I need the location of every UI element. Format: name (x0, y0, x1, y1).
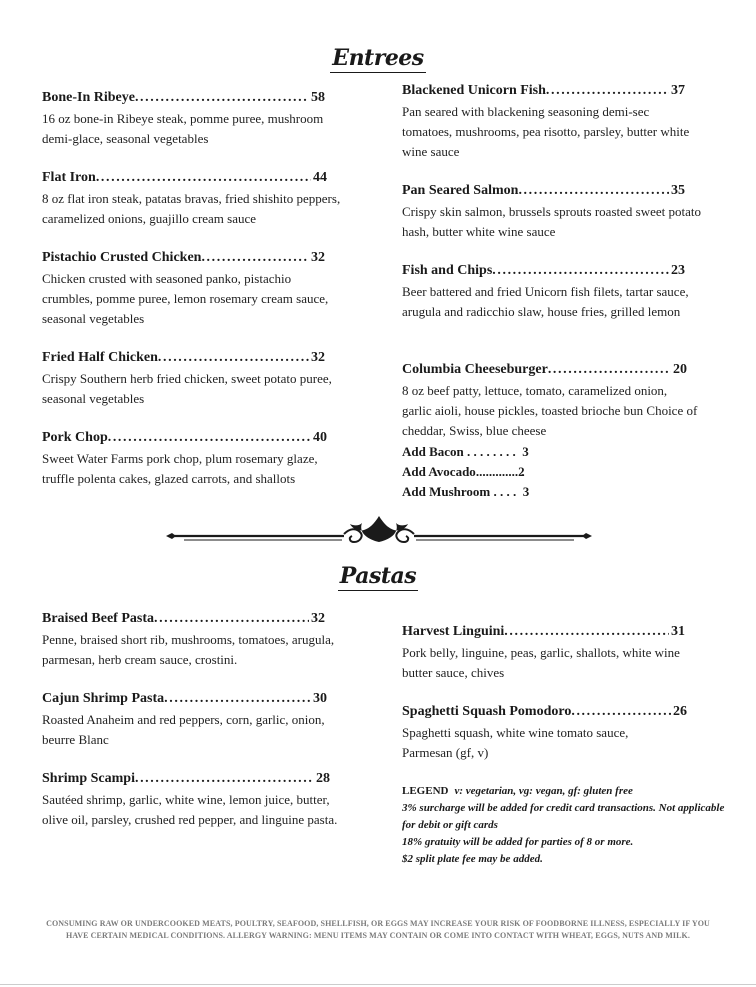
addon-name: Add Avocado (402, 464, 476, 479)
addon-price: 3 (522, 444, 529, 459)
item-price: 40 (313, 430, 327, 445)
item-name: Pistachio Crusted Chicken (42, 250, 202, 265)
item-name: Fish and Chips (402, 263, 493, 278)
item-name: Bone-In Ribeye (42, 90, 135, 105)
item-price: 37 (671, 83, 685, 98)
item-price: 58 (311, 90, 325, 105)
item-description: Beer battered and fried Unicorn fish filets, tartar sauce, arugula and radicchio slaw, house fries, grilled lemon (402, 284, 689, 319)
item-name: Cajun Shrimp Pasta (42, 691, 165, 706)
item-name: Fried Half Chicken (42, 350, 158, 365)
item-description: 8 oz flat iron steak, patatas bravas, fried shishito peppers, caramelized onions, guajillo cream sauce (42, 191, 341, 226)
menu-item (42, 691, 342, 750)
menu-item (402, 704, 702, 763)
pastas-title: Pastas (339, 563, 417, 589)
item-description: Chicken crusted with seasoned panko, pistachio crumbles, pomme puree, lemon rosemary cream sauce, seasonal vegetables (42, 271, 329, 326)
item-price: 28 (316, 771, 330, 786)
menu-item (402, 263, 702, 322)
item-description: Pork belly, linguine, peas, garlic, shallots, white wine butter sauce, chives (402, 645, 680, 680)
item-description: Crispy Southern herb fried chicken, sweet potato puree, seasonal vegetables (42, 371, 332, 406)
legend-note: 3% surcharge will be added for credit card transactions. Not applicable for debit or gift cards (402, 802, 725, 831)
addon-item: Add Avocado . . . . . . 2 (402, 464, 525, 479)
entrees-title: Entrees (332, 45, 424, 71)
menu-item (42, 771, 342, 830)
addon-item (402, 444, 529, 460)
legend (402, 783, 732, 868)
menu-item (42, 350, 342, 409)
menu-item (42, 611, 342, 670)
item-price: 20 (673, 362, 687, 377)
item-name: Harvest Linguini (402, 624, 505, 639)
item-description: 8 oz beef patty, lettuce, tomato, caramelized onion, garlic aioli, house pickles, toasted brioche bun Choice of cheddar, Swiss, blue cheese (402, 383, 698, 438)
addon-name: Add Bacon (402, 444, 464, 459)
addon-name: Add Mushroom (402, 484, 491, 499)
item-description: Sautéed shrimp, garlic, white wine, lemon juice, butter, olive oil, parsley, crushed red pepper, and linguine pasta. (42, 792, 338, 827)
item-price: 26 (673, 704, 687, 719)
menu-item (42, 250, 342, 329)
addon-price: 2 (518, 464, 525, 479)
menu-item (402, 83, 702, 162)
item-price: 44 (313, 170, 327, 185)
item-description: Pan seared with blackening seasoning demi-sec tomatoes, mushrooms, pea risotto, parsley, butter white wine sauce (402, 104, 690, 159)
item-name: Flat Iron (42, 170, 96, 185)
menu-item (402, 624, 702, 683)
item-price: 35 (671, 183, 685, 198)
item-price: 31 (671, 624, 685, 639)
item-description: Crispy skin salmon, brussels sprouts roasted sweet potato hash, butter white wine sauce (402, 204, 701, 239)
item-name: Shrimp Scampi (42, 771, 135, 786)
item-price: 32 (311, 250, 325, 265)
item-name: Pan Seared Salmon (402, 183, 519, 198)
item-price: 32 (311, 350, 325, 365)
page-bottom-rule (0, 984, 756, 985)
addon-price: 3 (522, 484, 530, 499)
legend-key: v: vegetarian, vg: vegan, gf: gluten free (454, 785, 633, 797)
menu-item (42, 90, 342, 149)
item-description: Penne, braised short rib, mushrooms, tomatoes, arugula, parmesan, herb cream sauce, crostini. (42, 632, 335, 667)
item-name: Pork Chop (42, 430, 108, 445)
entrees-heading (0, 45, 756, 71)
legend-title: LEGEND (402, 785, 449, 797)
ornamental-divider (164, 512, 594, 548)
allergy-disclaimer: CONSUMING RAW OR UNDERCOOKED MEATS, POULTRY, SEAFOOD, SHELLFISH, OR EGGS MAY INCREASE YOUR RISK OF FOODBORNE ILLNESS, ESPECIALLY IF YOU HAVE CERTAIN MEDICAL CONDITIONS. ALLERGY WARNING: MENU ITEMS MAY CONTAIN OR COME INTO CONTACT WITH WHEAT, EGGS, NUTS AND MILK. (46, 919, 710, 940)
menu-item (402, 183, 702, 242)
menu-item (42, 430, 342, 489)
menu-item (402, 362, 702, 441)
item-name: Spaghetti Squash Pomodoro (402, 704, 572, 719)
item-price: 32 (311, 611, 325, 626)
addon-item: Add Mushroom . . . . 3 (402, 484, 530, 499)
menu-item (42, 170, 342, 229)
item-price: 30 (313, 691, 327, 706)
item-price: 23 (671, 263, 685, 278)
item-name: Braised Beef Pasta (42, 611, 154, 626)
pastas-heading (0, 563, 756, 589)
legend-note: 18% gratuity will be added for parties of 8 or more. (402, 836, 634, 848)
item-name: Blackened Unicorn Fish (402, 83, 546, 98)
item-description: Roasted Anaheim and red peppers, corn, garlic, onion, beurre Blanc (42, 712, 325, 747)
item-description: Sweet Water Farms pork chop, plum rosemary glaze, truffle polenta cakes, glazed carrots, and shallots (42, 451, 318, 486)
legend-note: $2 split plate fee may be added. (402, 853, 543, 865)
item-description: 16 oz bone-in Ribeye steak, pomme puree, mushroom demi-glace, seasonal vegetables (42, 111, 324, 146)
item-name: Columbia Cheeseburger (402, 362, 548, 377)
item-description: Spaghetti squash, white wine tomato sauce, Parmesan (gf, v) (402, 725, 629, 760)
legend-key-line (402, 783, 732, 800)
